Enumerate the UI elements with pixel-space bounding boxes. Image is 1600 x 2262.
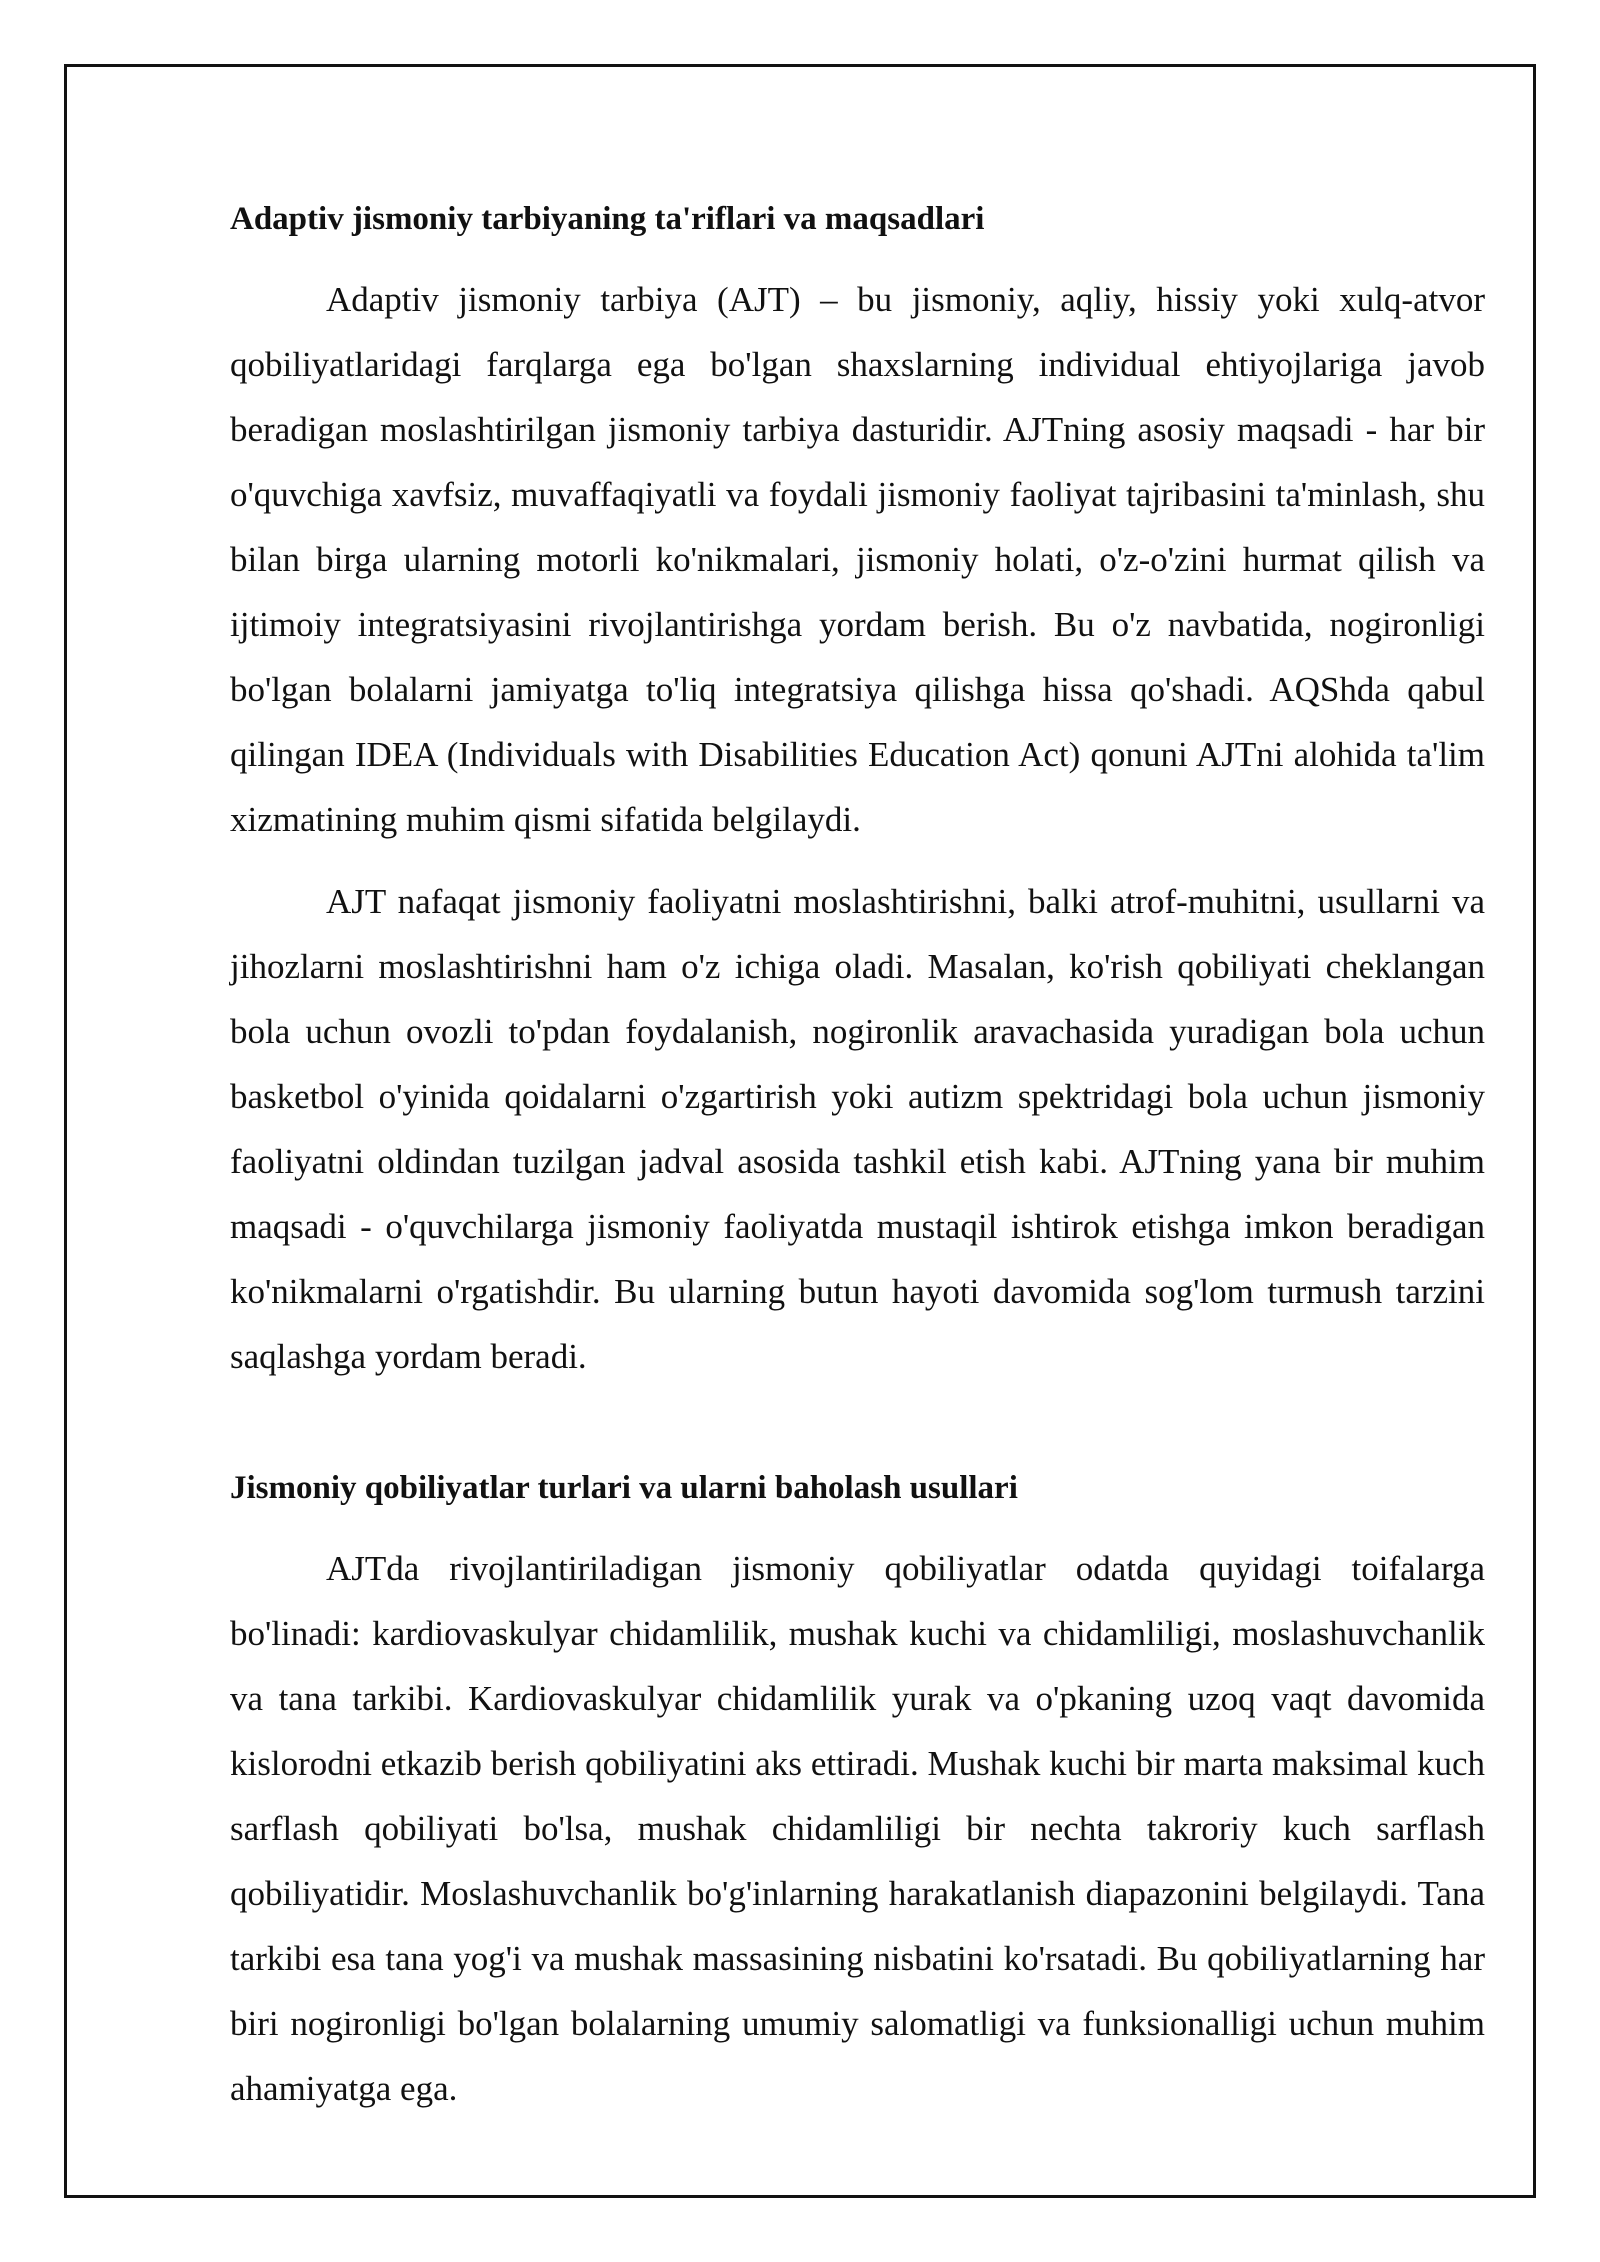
paragraph-ability-types: AJTda rivojlantiriladigan jismoniy qobiliyatlar odatda quyidagi toifalarga bo'linadi: kardiovaskulyar chidamlilik, mushak kuchi va chidamliligi, moslashuvchanlik va tana tarkibi. Kardiovaskulyar chidamlilik yurak va o'pkaning uzoq vaqt davomida kislorodni etkazib berish qobiliyatini aks ettiradi. Mushak kuchi bir marta maksimal kuch sarflash qobiliyati bo'lsa, mushak chidamliligi bir nechta takroriy kuch sarflash qobiliyatidir. Moslashuvchanlik bo'g'inlarning harakatlanish diapazonini belgilaydi. Tana tarkibi esa tana yog'i va mushak massasining nisbatini ko'rsatadi. Bu qobiliyatlarning har biri nogironligi bo'lgan bolalarning umumiy salomatligi va funksionalligi uchun muhim ahamiyatga ega. (230, 1548, 1485, 2108)
section-heading-abilities: Jismoniy qobiliyatlar turlari va ularni baholash usullari (230, 1469, 1018, 1506)
section-heading-definitions: Adaptiv jismoniy tarbiyaning ta'riflari va maqsadlari (230, 201, 985, 237)
paragraph-ajt-adaptation: AJT nafaqat jismoniy faoliyatni moslashtirishni, balki atrof-muhitni, usullarni va jihozlarni moslashtirishni ham o'z ichiga oladi. Masalan, ko'rish qobiliyati cheklangan bola uchun ovozli to'pdan foydalanish, nogironlik aravachasida yuradigan bola uchun basketbol o'yinida qoidalarni o'zgartirish yoki autizm spektridagi bola uchun jismoniy faoliyatni oldindan tuzilgan jadval asosida tashkil etish kabi. AJTning yana bir muhim maqsadi - o'quvchilarga jismoniy faoliyatda mustaqil ishtirok etishga imkon beradigan ko'nikmalarni o'rgatishdir. Bu ularning butun hayoti davomida sog'lom turmush tarzini saqlashga yordam beradi. (230, 881, 1485, 1376)
document-body (230, 198, 1485, 2138)
paragraph-ajt-definition: Adaptiv jismoniy tarbiya (AJT) – bu jismoniy, aqliy, hissiy yoki xulq-atvor qobiliyatlaridagi farqlarga ega bo'lgan shaxslarning individual ehtiyojlariga javob beradigan moslashtirilgan jismoniy tarbiya dasturidir. AJTning asosiy maqsadi - har bir o'quvchiga xavfsiz, muvaffaqiyatli va foydali jismoniy faoliyat tajribasini ta'minlash, shu bilan birga ularning motorli ko'nikmalari, jismoniy holati, o'z-o'zini hurmat qilish va ijtimoiy integratsiyasini rivojlantirishga yordam berish. Bu o'z navbatida, nogironligi bo'lgan bolalarni jamiyatga to'liq integratsiya qilishga hissa qo'shadi. AQShda qabul qilingan IDEA (Individuals with Disabilities Education Act) qonuni AJTni alohida ta'lim xizmatining muhim qismi sifatida belgilaydi. (230, 279, 1485, 839)
